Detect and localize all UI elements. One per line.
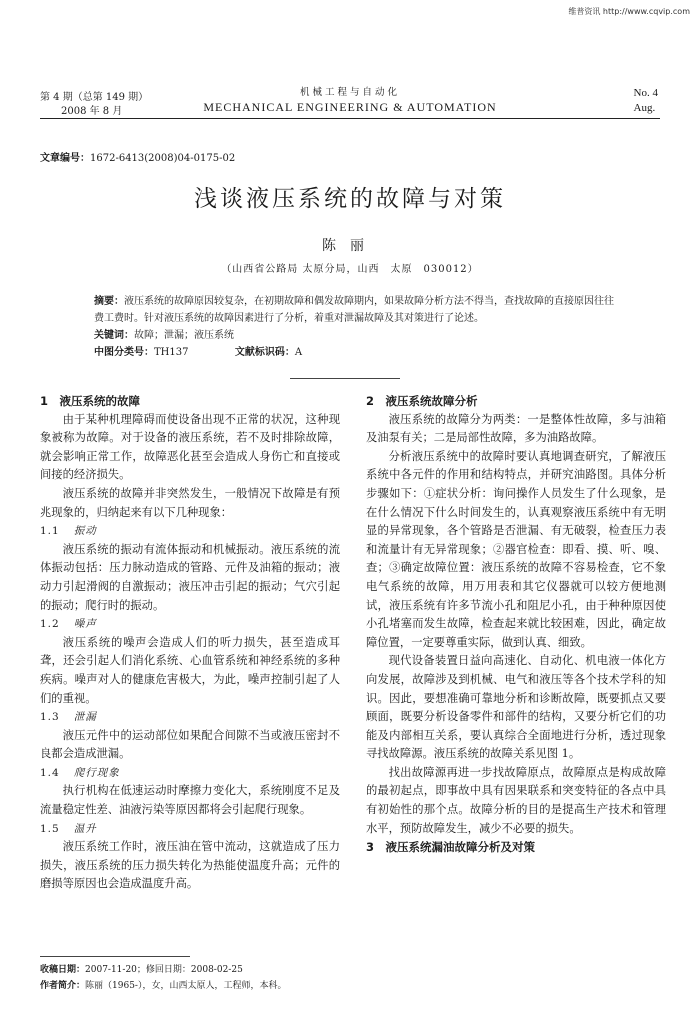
journal-name [180,86,520,114]
issue-month-en: Aug. [633,102,656,114]
issue-date: 2008 年 8 月 [61,106,123,117]
abstract-divider [290,378,400,379]
received-dates-label: 收稿日期： [40,965,86,975]
section-1-3-heading [40,708,340,727]
section-3-heading: 3 液压系统漏油故障分析及对策 [366,840,535,855]
author-name: 陈丽 [322,238,378,254]
article-number [40,149,235,164]
section-1-5-title: 温升 [73,822,97,835]
watermark: 维普资讯 http://www.cqvip.com [568,7,690,16]
section-1-1-paragraph: 液压系统的振动有流体振动和机械振动。液压系统的流体振动包括：压力脉动造成的管路、元件及油箱的振动；液动力引起滑阀的自激振动；液压冲击引起的振动；气穴引起的振动；爬行时的振动。 [40,542,340,612]
section-1-4-heading [40,764,340,783]
doc-code-value: A [294,347,303,358]
right-column [366,392,666,857]
author-bio-value: 陈丽（1965-），女，山西太原人，工程师，本科。 [85,981,287,991]
author-bio [40,978,286,994]
author-bio-label: 作者简介： [40,981,86,991]
section-2-heading: 2 液压系统故障分析 [366,394,478,408]
section-1-1-title: 振动 [73,525,97,538]
issue-info-en [634,86,658,116]
issue-number: 第 4 期（总第 149 期） [40,92,149,103]
section-1-paragraph-2: 液压系统的故障并非突然发生，一般情况下故障是有预兆现象的，归纳起来有以下几种现象： [40,486,340,519]
section-1-1-number: 1.1 [40,525,60,538]
left-column [40,392,340,894]
doc-code-label: 文献标识码： [234,347,295,358]
journal-name-en: MECHANICAL ENGINEERING & AUTOMATION [203,100,497,114]
article-number-label: 文章编号： [40,153,90,164]
section-1-3-paragraph: 液压元件中的运动部位如果配合间隙不当或液压密封不良都会造成泄漏。 [40,728,340,761]
section-1-3-title: 泄漏 [73,711,97,724]
section-1-2-number: 1.2 [40,618,60,631]
keywords-label: 关键词： [94,330,134,341]
received-dates-value: 2007-11-20；修回日期：2008-02-25 [85,965,243,975]
author-affiliation: （山西省公路局 太原分局，山西 太原 030012） [221,264,479,275]
article-number-value: 1672-6413(2008)04-0175-02 [90,153,236,164]
section-2-paragraph-2: 分析液压系统中的故障时要认真地调查研究，了解液压系统中各元件的作用和结构特点，并研究油路图。具体分析步骤如下：①症状分析：询问操作人员发生了什么现象，是在什么情况下什么时间发生的，认真观察液压系统中有无明显的异常现象，各个管路是否泄漏、有无破裂，检查压力表和流量计有无异常现象；②器官检查：即看、摸、听、嗅、查；③确定故障位置：液压系统的故障不容易检查，它不象电气系统的故障，用万用表和其它仪器就可以较方便地测试，液压系统有许多节流小孔和阻尼小孔，由于种种原因使小孔堵塞而发生故障，检查起来就比较困难，因此，确定故障位置，一定要尊重实际，做到认真、细致。 [366,449,666,649]
section-1-3-number: 1.3 [40,711,60,724]
issue-no-en: No. 4 [633,87,658,99]
section-2-paragraph-3: 现代设备装置日益向高速化、自动化、机电液一体化方向发展，故障涉及到机械、电气和液压等各个技术学科的知识。因此，要想准确可靠地分析和诊断故障，既要抓点又要顾面，既要分析设备零件和部件的结构，又要分析它们的功能及内部相互关系，要认真综合全面地进行分析，透过现象寻找故障源。液压系统的故障关系见图 1。 [366,654,666,761]
section-1-4-number: 1.4 [40,766,60,779]
section-2-paragraph-4: 找出故障源再进一步找故障原点，故障原点是构成故障的最初起点，即事故中具有因果联系和突变特征的各点中具有初始性的那个点。故障分析的目的是提高生产技术和管理水平，预防故障发生，减少不必要的损失。 [366,765,666,835]
section-1-4-title: 爬行现象 [73,766,120,779]
received-dates [40,962,286,978]
section-1-4-paragraph: 执行机构在低速运动时摩擦力变化大，系统刚度不足及流量稳定性差、油液污染等原因都将会引起爬行现象。 [40,784,340,817]
keywords-text: 故障；泄漏；液压系统 [134,330,234,341]
footnote [40,962,286,994]
section-2-paragraph-1: 液压系统的故障分为两类：一是整体性故障，多与油箱及油泵有关；二是局部性故障，多为油路故障。 [366,412,666,445]
footnote-rule [40,956,190,957]
abstract-text: 液压系统的故障原因较复杂，在初期故障和偶发故障期内，如果故障分析方法不得当，查找故障的直接原因往往费工费时。针对液压系统的故障因素进行了分析，着重对泄漏故障及其对策进行了论述。 [94,296,614,324]
keywords [94,327,622,344]
section-1-heading: 1 液压系统的故障 [40,394,141,408]
journal-name-cn: 机械工程与自动化 [299,87,400,98]
article-title: 浅谈液压系统的故障与对策 [194,186,506,212]
section-1-1-heading [40,522,340,541]
section-1-2-title: 噪声 [73,618,97,631]
abstract-block [94,293,622,361]
clc-label: 中图分类号： [94,347,154,358]
abstract-label: 摘要： [94,296,124,307]
abstract [94,293,622,327]
section-1-2-paragraph: 液压系统的噪声会造成人们的听力损失，甚至造成耳聋，还会引起人们消化系统、心血管系统和神经系统的多种疾病。噪声对人的健康危害极大，为此，噪声控制引起了人们的重视。 [40,635,340,705]
section-1-paragraph-1: 由于某种机理障碍而使设备出现不正常的状况，这种现象被称为故障。对于设备的液压系统，若不及时排除故障，就会影响正常工作，故障恶化甚至会造成人身伤亡和直接或间接的经济损失。 [40,412,340,482]
section-1-5-number: 1.5 [40,822,60,835]
section-1-2-heading [40,615,340,634]
section-1-5-paragraph: 液压系统工作时，液压油在管中流动，这就造成了压力损失，液压系统的压力损失转化为热能使温度升高；元件的磨损等原因也会造成温度升高。 [40,840,340,891]
clc-value: TH137 [154,347,189,358]
issue-info [40,91,148,119]
section-1-5-heading [40,820,340,839]
classification [94,344,622,361]
header-rule [40,118,660,119]
